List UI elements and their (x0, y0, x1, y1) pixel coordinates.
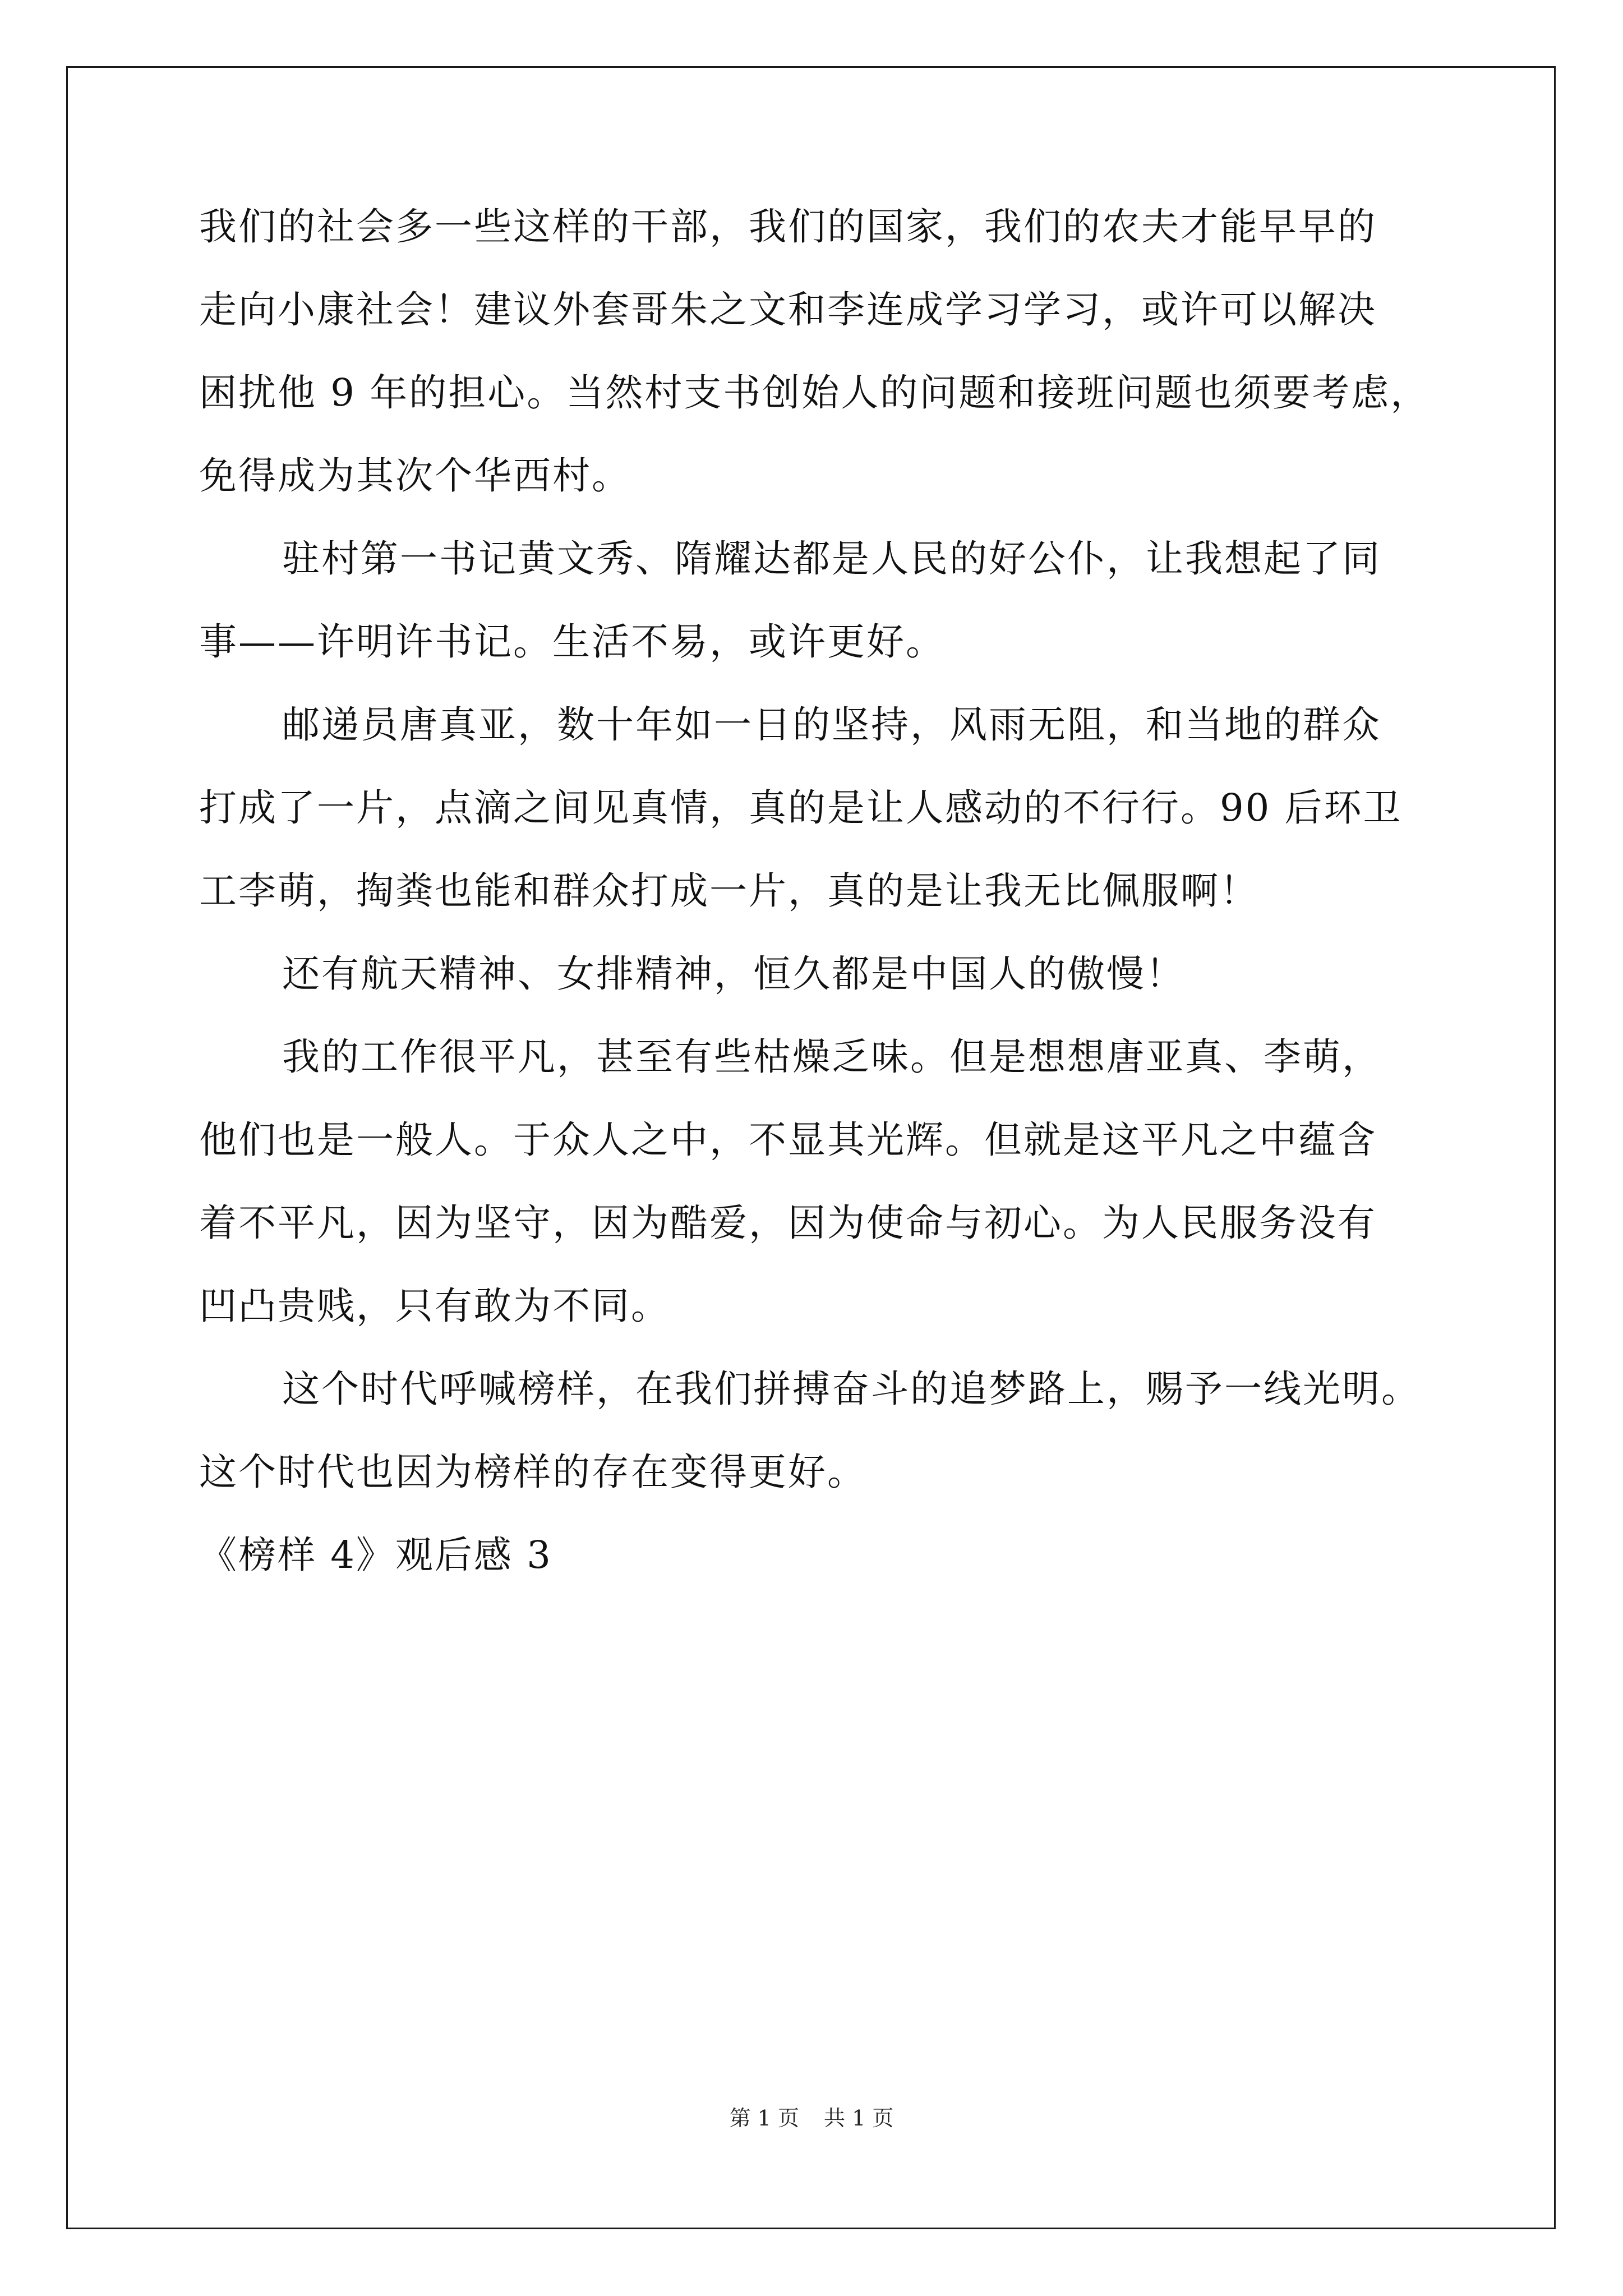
text-line: 他们也是一般人。于众人之中，不显其光辉。但就是这平凡之中蕴含 (199, 1118, 1377, 1162)
paragraph-first-line: 驻村第一书记黄文秀、隋耀达都是人民的好公仆，让我想起了同 (282, 537, 1381, 581)
paragraph-first-line: 邮递员唐真亚，数十年如一日的坚持，风雨无阻，和当地的群众 (282, 703, 1381, 747)
text-line: 事——许明许书记。生活不易，或许更好。 (199, 620, 945, 664)
text-line: 凹凸贵贱，只有敢为不同。 (199, 1284, 670, 1328)
text-line: 走向小康社会！建议外套哥朱之文和李连成学习学习，或许可以解决 (199, 288, 1377, 332)
paragraph-first-line: 这个时代呼喊榜样，在我们拼搏奋斗的追梦路上，赐予一线光明。 (282, 1367, 1421, 1411)
text-line: 打成了一片，点滴之间见真情，真的是让人感动的不行行。90 后环卫 (199, 786, 1403, 830)
page-number: 第 1 页 (729, 2106, 799, 2131)
text-line: 困扰他 9 年的担心。当然村支书创始人的问题和接班问题也须要考虑， (199, 371, 1430, 415)
text-line: 我们的社会多一些这样的干部，我们的国家，我们的农夫才能早早的 (199, 205, 1377, 249)
paragraph-first-line: 我的工作很平凡，甚至有些枯燥乏味。但是想想唐亚真、李萌， (282, 1035, 1381, 1079)
text-line: 免得成为其次个华西村。 (199, 454, 631, 498)
paragraph-first-line: 还有航天精神、女排精神，恒久都是中国人的傲慢！ (282, 952, 1185, 996)
page-total: 共 1 页 (824, 2106, 894, 2131)
text-line: 着不平凡，因为坚守，因为酷爱，因为使命与初心。为人民服务没有 (199, 1201, 1377, 1245)
text-line: 工李萌，掏粪也能和群众打成一片，真的是让我无比佩服啊！ (199, 869, 1259, 913)
section-heading: 《榜样 4》观后感 3 (199, 1533, 552, 1577)
text-line: 这个时代也因为榜样的存在变得更好。 (199, 1450, 866, 1494)
page-footer (0, 2105, 1623, 2132)
